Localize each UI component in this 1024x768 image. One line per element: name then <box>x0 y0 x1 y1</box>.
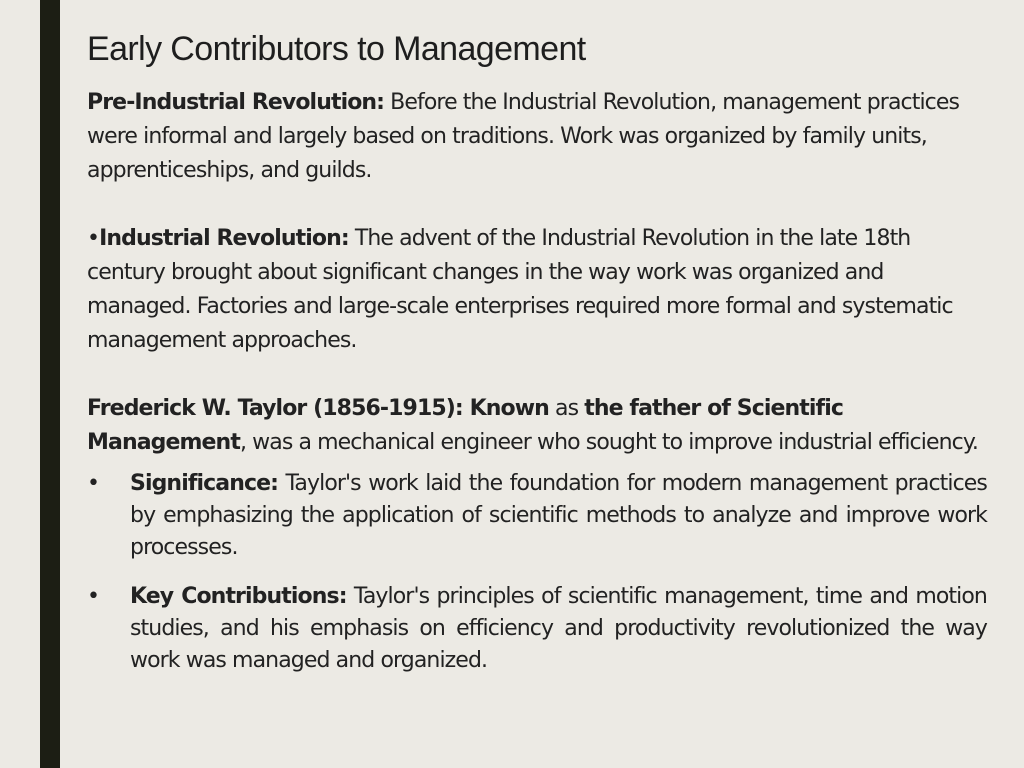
industrial-label: Industrial Revolution: <box>99 226 349 251</box>
pre-industrial-paragraph <box>87 86 987 188</box>
taylor-paragraph <box>87 392 987 460</box>
taylor-as: as <box>548 396 585 421</box>
pre-industrial-label: Pre-Industrial Revolution: <box>87 90 385 115</box>
taylor-father-title: the father of Scientific Management <box>87 396 843 455</box>
key-contributions-text: Taylor's principles of scientific management, time and motion studies, and his emphasis on efficiency and productivity revolutionized the way work was managed and organized. <box>130 584 987 673</box>
industrial-bullet: • <box>87 226 100 251</box>
bullet-key-contributions <box>87 581 987 677</box>
industrial-paragraph <box>87 222 987 358</box>
slide-title: Early Contributors to Management <box>87 30 586 68</box>
bullet-significance <box>87 468 987 564</box>
bullet-marker: • <box>87 471 100 496</box>
taylor-text: , was a mechanical engineer who sought to improve industrial efficiency. <box>239 430 978 455</box>
industrial-text: The advent of the Industrial Revolution in the late 18th century brought about significant changes in the way work was organized and managed. Factories and large-scale enterprises required more formal and systematic management approaches. <box>87 226 953 353</box>
taylor-bullet-list <box>87 468 987 677</box>
taylor-name: Frederick W. Taylor (1856-1915): Known <box>87 396 549 421</box>
accent-bar <box>40 0 60 768</box>
significance-label: Significance: <box>130 471 279 496</box>
significance-text: Taylor's work laid the foundation for modern management practices by emphasizing the application of scientific methods to analyze and improve work processes. <box>130 471 987 560</box>
bullet-marker: • <box>87 584 100 609</box>
pre-industrial-text: Before the Industrial Revolution, management practices were informal and largely based on traditions. Work was organized by family units, apprenticeships, and guilds. <box>87 90 960 183</box>
key-contributions-label: Key Contributions: <box>130 584 347 609</box>
slide-body <box>87 86 987 677</box>
